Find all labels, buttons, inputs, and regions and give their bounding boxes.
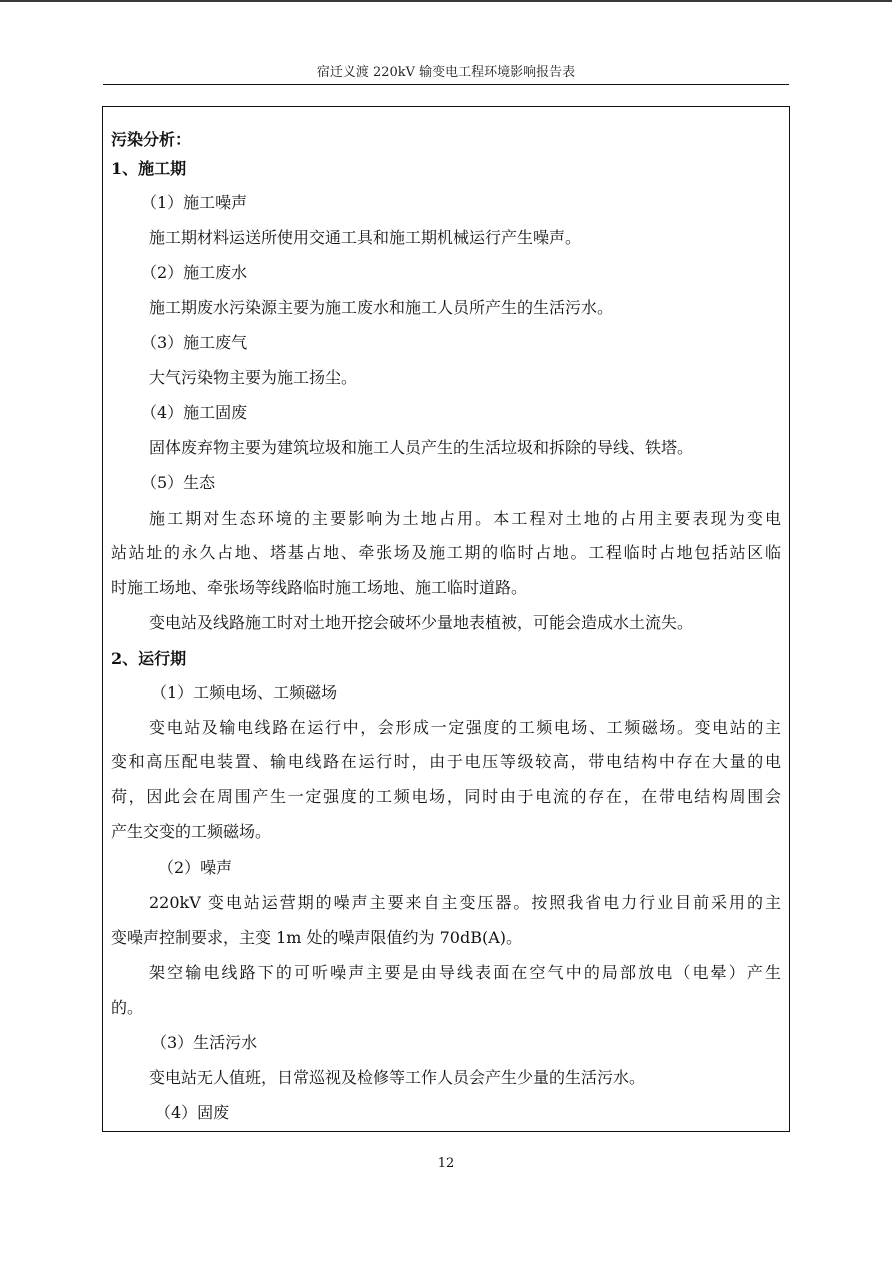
paragraph-construction-noise: 施工期材料运送所使用交通工具和施工期机械运行产生噪声。 — [149, 228, 582, 247]
item-title-operation-solid-waste: （4）固废 — [155, 1103, 230, 1122]
paragraph-corona-noise-line-1: 架空输电线路下的可听噪声主要是由导线表面在空气中的局部放电（电晕）产生 — [149, 963, 781, 982]
paragraph-operation-noise-line-2: 变噪声控制要求，主变 1m 处的噪声限值约为 70dB(A)。 — [111, 928, 523, 947]
top-border-line — [0, 0, 892, 2]
paragraph-emf-line-1: 变电站及输电线路在运行中，会形成一定强度的工频电场、工频磁场。变电站的主 — [149, 718, 781, 737]
paragraph-domestic-sewage: 变电站无人值班，日常巡视及检修等工作人员会产生少量的生活污水。 — [149, 1068, 646, 1087]
item-title-operation-noise: （2）噪声 — [158, 858, 233, 877]
paragraph-operation-noise-line-1: 220kV 变电站运营期的噪声主要来自主变压器。按照我省电力行业目前采用的主 — [149, 893, 781, 912]
paragraph-construction-gas: 大气污染物主要为施工扬尘。 — [149, 368, 358, 387]
paragraph-ecology-soil-erosion: 变电站及线路施工时对土地开挖会破坏少量地表植被，可能会造成水土流失。 — [149, 613, 694, 632]
paragraph-corona-noise-line-2: 的。 — [111, 998, 144, 1017]
item-title-construction-solid-waste: （4）施工固废 — [141, 403, 248, 422]
document-header-title: 宿迁义渡 220kV 输变电工程环境影响报告表 — [316, 65, 576, 80]
item-title-construction-wastewater: （2）施工废水 — [141, 263, 248, 282]
paragraph-emf-line-4: 产生交变的工频磁场。 — [111, 822, 272, 841]
content-table-cell — [102, 106, 790, 1132]
section-heading-pollution-analysis: 污染分析： — [111, 130, 192, 149]
item-title-domestic-sewage: （3）生活污水 — [151, 1033, 258, 1052]
item-title-construction-noise: （1）施工噪声 — [141, 193, 248, 212]
paragraph-ecology-line-1: 施工期对生态环境的主要影响为土地占用。本工程对土地的占用主要表现为变电 — [149, 509, 781, 528]
paragraph-ecology-line-2: 站站址的永久占地、塔基占地、牵张场及施工期的临时占地。工程临时占地包括站区临 — [111, 543, 781, 562]
subsection-heading-operation: 2、运行期 — [111, 649, 187, 668]
paragraph-construction-wastewater: 施工期废水污染源主要为施工废水和施工人员所产生的生活污水。 — [149, 298, 614, 317]
item-title-ecology: （5）生态 — [141, 473, 216, 492]
item-title-construction-gas: （3）施工废气 — [141, 333, 248, 352]
subsection-heading-construction: 1、施工期 — [111, 159, 187, 178]
header-divider — [103, 84, 789, 85]
paragraph-emf-line-2: 变和高压配电装置、输电线路在运行时，由于电压等级较高，带电结构中存在大量的电 — [111, 752, 781, 771]
item-title-emf: （1）工频电场、工频磁场 — [151, 683, 338, 702]
paragraph-ecology-line-3: 时施工场地、牵张场等线路临时施工场地、施工临时道路。 — [111, 578, 528, 597]
paragraph-emf-line-3: 荷，因此会在周围产生一定强度的工频电场，同时由于电流的存在，在带电结构周围会 — [111, 787, 781, 806]
paragraph-construction-solid-waste: 固体废弃物主要为建筑垃圾和施工人员产生的生活垃圾和拆除的导线、铁塔。 — [149, 438, 694, 457]
page-number: 12 — [437, 1156, 455, 1171]
